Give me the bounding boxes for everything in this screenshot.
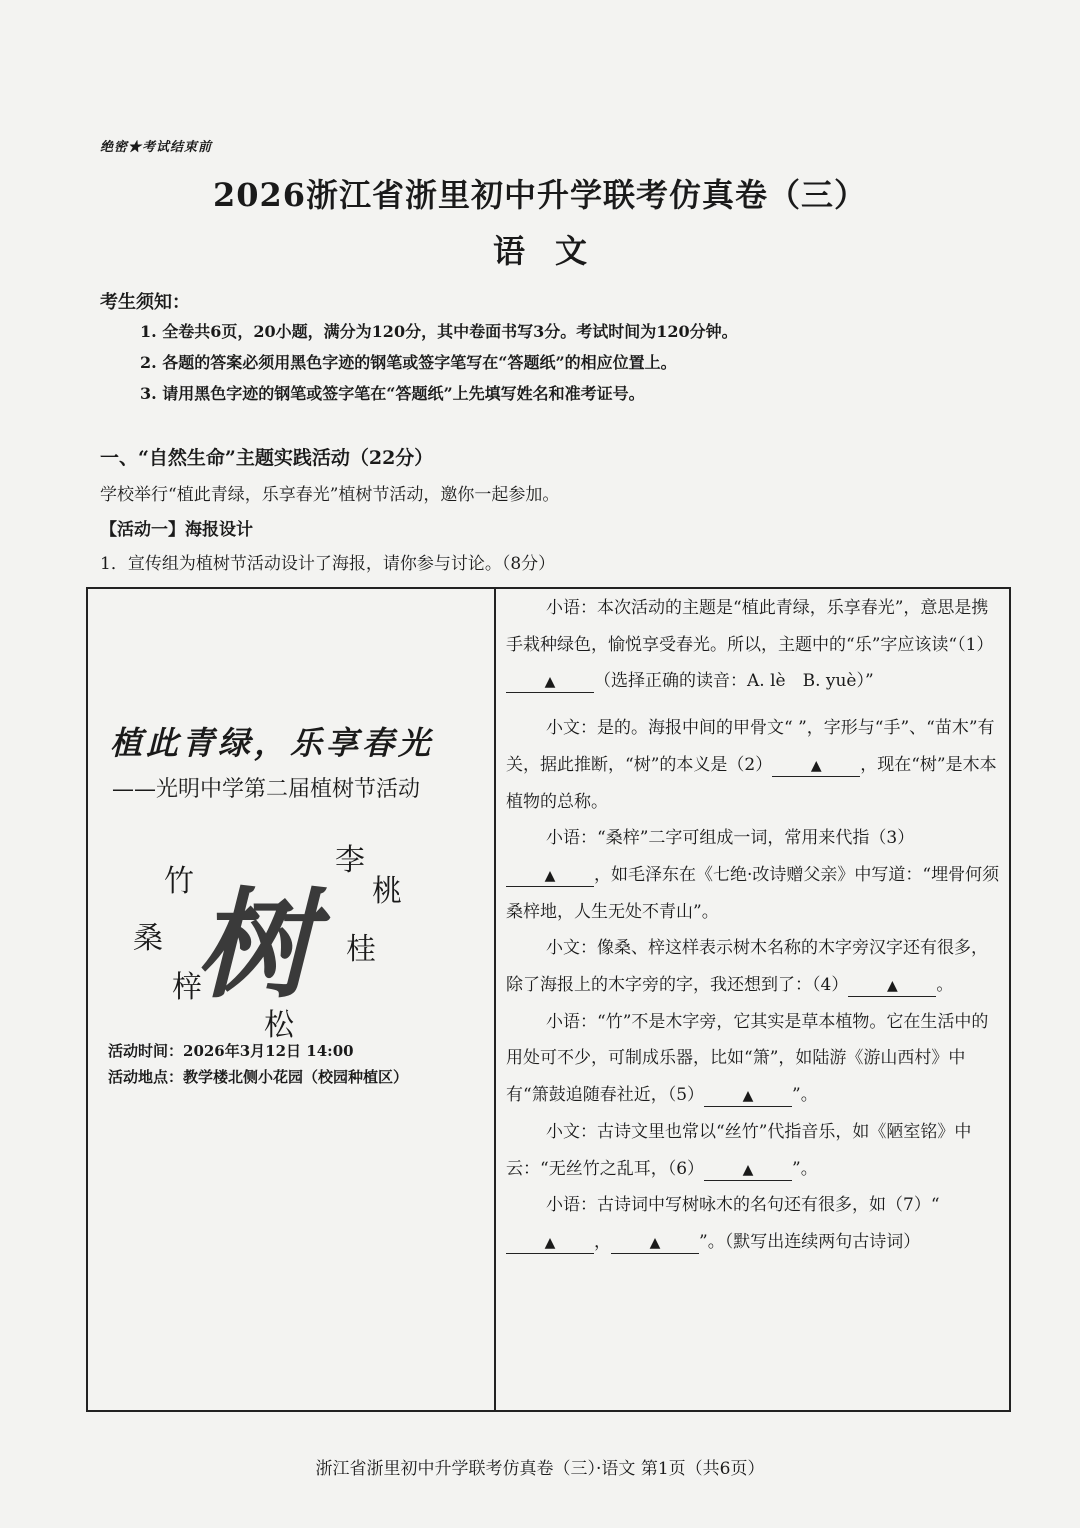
oracle-tree-character: 树: [196, 875, 315, 1014]
poster-char-tao: 桃: [372, 874, 402, 909]
answer-blank-4[interactable]: ▲: [848, 975, 936, 997]
confidential-label: 绝密★考试结束前: [100, 140, 213, 155]
dialogue-5: 小语：“竹”不是木字旁，它其实是草本植物。它在生活中的用处可不少，可制成乐器，比如“箫”，如陆游《游山西村》中有“箫鼓追随春社近，（5） ▲ ”。: [506, 1011, 989, 1106]
dialogue-2: 小文：是的。海报中间的甲骨文“ ”，字形与“手”、“苗木”有关，据此推断，“树”的本义是（2） ▲ ，现在“树”是木本植物的总称。: [506, 718, 997, 812]
page-footer: 浙江省浙里初中升学联考仿真卷（三）·语文 第1页（共6页）: [315, 1459, 765, 1479]
dialogue-7: 小语：古诗词中写树咏木的名句还有很多，如（7）“▲ ， ▲ ”。（默写出连续两句古诗词）: [506, 1187, 1002, 1260]
notice-item: 1. 全卷共6页，20小题，满分为120分，其中卷面书写3分。考试时间为120分钟。: [140, 322, 738, 341]
poster-title: 植此青绿，乐享春光: [110, 724, 435, 762]
section-intro: 学校举行“植此青绿，乐享春光”植树节活动，邀你一起参加。: [100, 485, 560, 505]
poster-place: 活动地点：教学楼北侧小花园（校园种植区）: [108, 1068, 409, 1086]
notice-heading: 考生须知：: [100, 292, 190, 313]
dialogue-1: 小语：本次活动的主题是“植此青绿，乐享春光”，意思是携手栽种绿色，愉悦享受春光。所以，主题中的“乐”字应该读“（1）▲ （选择正确的读音：A. lè B. yuè）”: [506, 598, 994, 692]
table-divider: [494, 587, 496, 1412]
poster-char-sang: 桑: [133, 921, 163, 956]
answer-blank-1[interactable]: ▲: [506, 671, 594, 693]
answer-blank-2[interactable]: ▲: [772, 755, 860, 777]
answer-blank-5[interactable]: ▲: [704, 1085, 792, 1107]
exam-title: 2026浙江省浙里初中升学联考仿真卷（三）: [212, 176, 868, 214]
poster-time: 活动时间：2026年3月12日 14:00: [108, 1042, 354, 1060]
subject-title: 语文: [492, 232, 617, 270]
poster-char-li: 李: [335, 843, 365, 878]
dialogue-3: 小语：“桑梓”二字可组成一词，常用来代指（3）▲ ，如毛泽东在《七绝·改诗赠父亲》中写道：“埋骨何须桑梓地，人生无处不青山”。: [506, 828, 1000, 922]
answer-blank-7b[interactable]: ▲: [611, 1232, 699, 1254]
answer-blank-3[interactable]: ▲: [506, 865, 594, 887]
dialogue-panel: [506, 590, 1002, 1261]
poster-char-song: 松: [264, 1008, 294, 1043]
activity-heading: 【活动一】海报设计: [100, 520, 253, 540]
poster-char-zi: 梓: [172, 970, 202, 1005]
question-1: 1．宣传组为植树节活动设计了海报，请你参与讨论。（8分）: [100, 554, 556, 574]
poster-char-gui: 桂: [346, 932, 376, 967]
answer-blank-6[interactable]: ▲: [704, 1159, 792, 1181]
poster-subtitle: ——光明中学第二届植树节活动: [112, 777, 421, 802]
notice-item: 3. 请用黑色字迹的钢笔或签字笔在“答题纸”上先填写姓名和准考证号。: [140, 384, 645, 403]
dialogue-6: 小文：古诗文里也常以“丝竹”代指音乐，如《陋室铭》中云：“无丝竹之乱耳，（6） ▲ ”。: [506, 1121, 972, 1179]
poster-char-zhu: 竹: [164, 864, 194, 899]
dialogue-4: 小文：像桑、梓这样表示树木名称的木字旁汉字还有很多，除了海报上的木字旁的字，我还想到了：（4） ▲ 。: [506, 938, 988, 996]
answer-blank-7a[interactable]: ▲: [506, 1232, 594, 1254]
section-heading: 一、“自然生命”主题实践活动（22分）: [100, 447, 434, 469]
notice-item: 2. 各题的答案必须用黑色字迹的钢笔或签字笔写在“答题纸”的相应位置上。: [140, 353, 677, 372]
